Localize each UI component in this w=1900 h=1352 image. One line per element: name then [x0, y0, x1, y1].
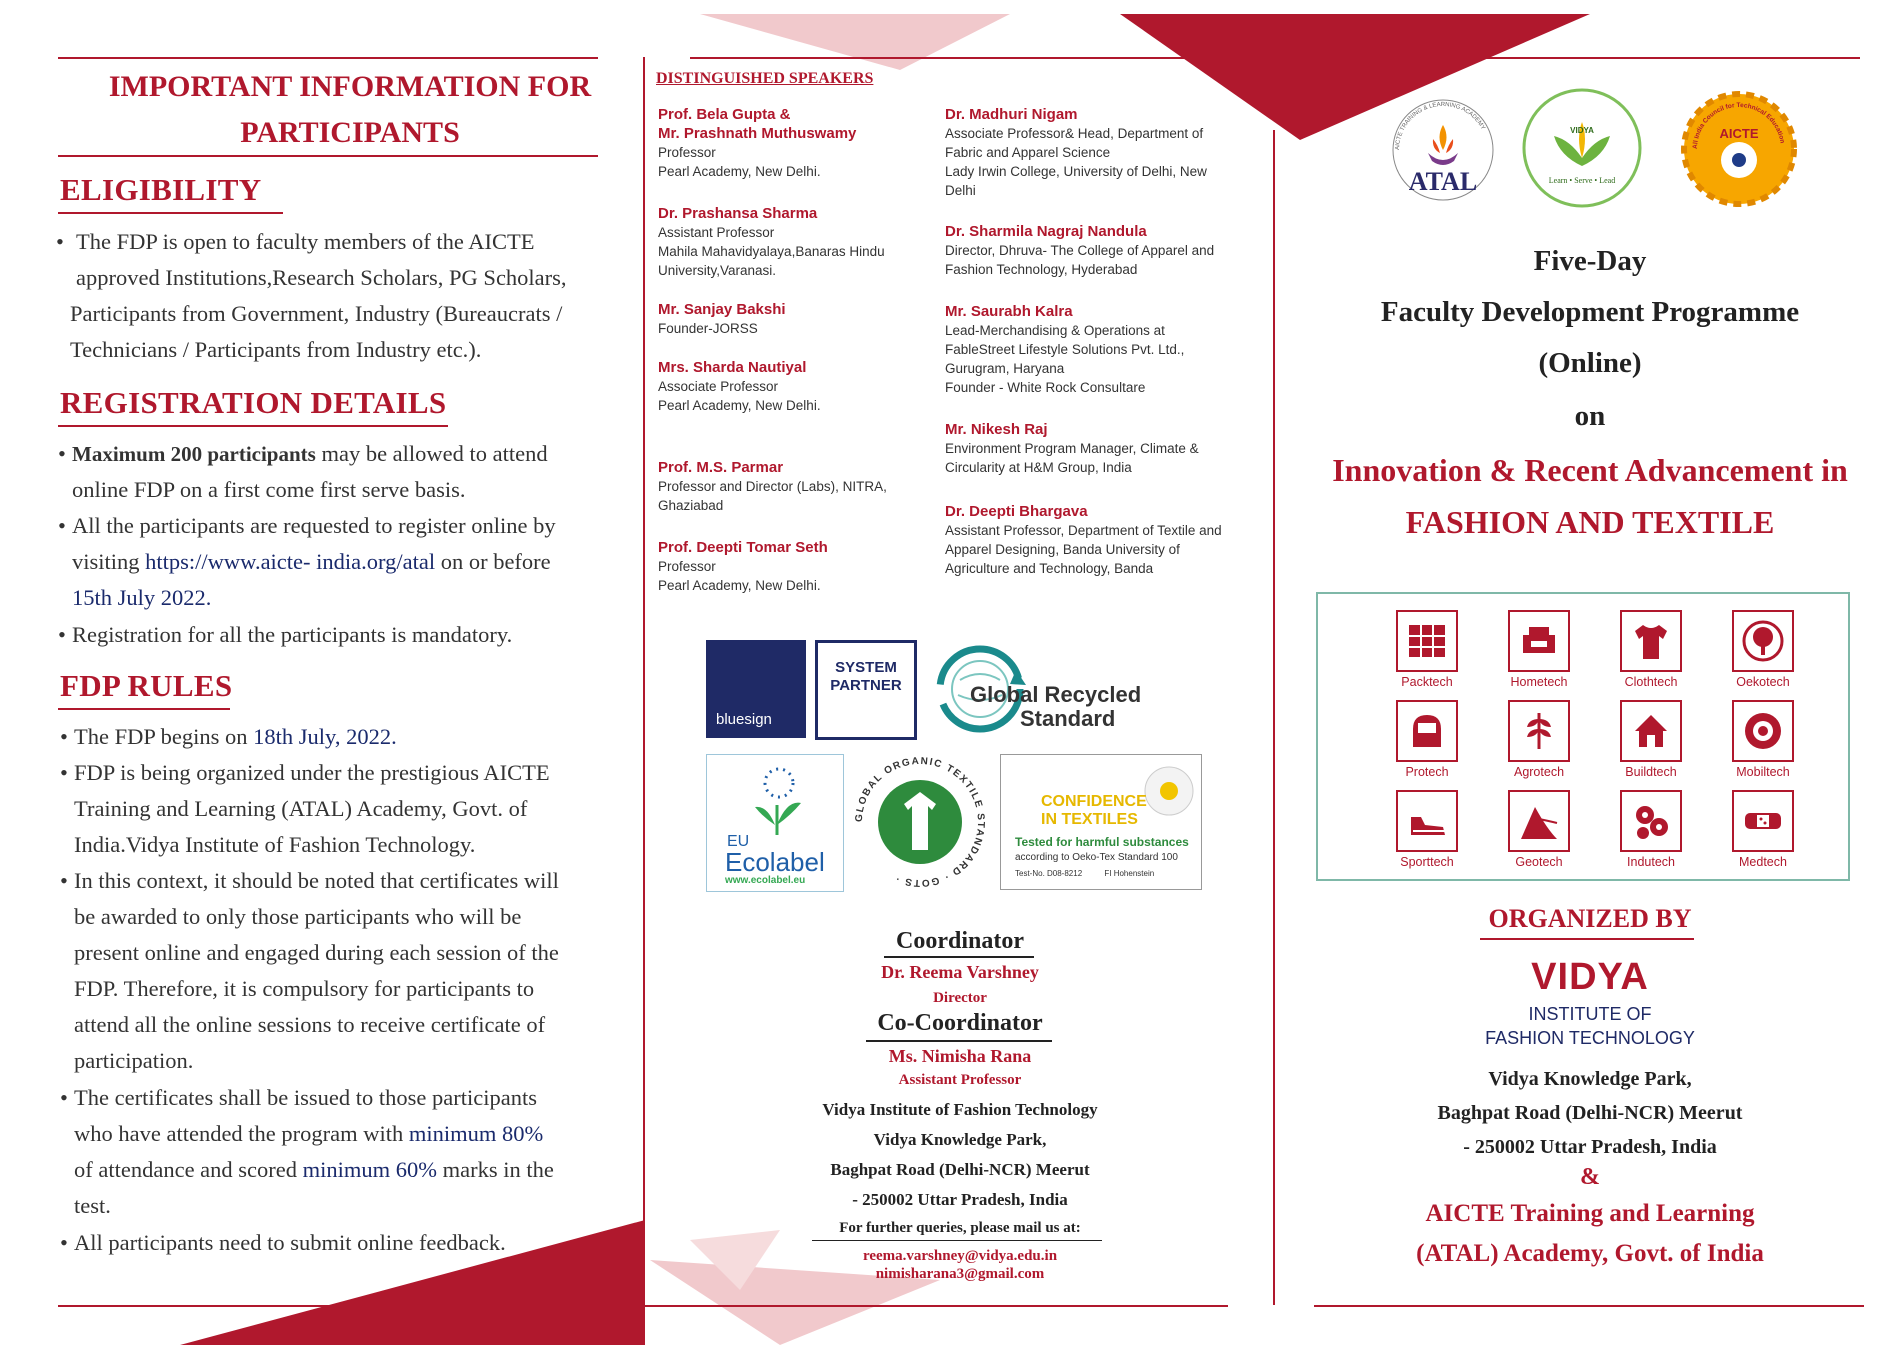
tile-label: Clothtech [1624, 675, 1678, 689]
elig-line-1: The FDP is open to faculty members of the AICTE [76, 229, 535, 254]
registration-deadline: 15th July 2022. [72, 585, 212, 610]
right-top-rule [1380, 57, 1860, 59]
coordinator-role: Director [933, 990, 987, 1006]
ecolabel-flower-icon [707, 755, 843, 835]
vidya-tagline: Learn • Serve • Lead [1548, 176, 1616, 185]
tile-label: Buildtech [1625, 765, 1677, 779]
tile-label: Oekotech [1736, 675, 1790, 689]
daisy-icon [1141, 763, 1197, 819]
subject-line-1: Innovation & Recent Advancement in [1332, 452, 1848, 488]
cocoordinator-name: Ms. Nimisha Rana [888, 1046, 1032, 1066]
grs-line2: Standard [1020, 706, 1116, 731]
r1-pre: The FDP begins on [74, 724, 254, 749]
vidya-sub-1: INSTITUTE OF [1528, 1004, 1652, 1024]
speaker-name: Mr. Sanjay Bakshi [658, 301, 786, 318]
bullet-icon: • [58, 513, 66, 538]
institute-address-2: Vidya Knowledge Park, [873, 1130, 1047, 1149]
institute-address-4: - 250002 Uttar Pradesh, India [852, 1190, 1068, 1209]
speaker-entry [945, 502, 1222, 578]
registration-link[interactable]: https://www.aicte- india.org/atal [145, 549, 436, 574]
speaker-entry [945, 302, 1184, 397]
tile-label: Protech [1405, 765, 1449, 779]
speaker-name: Dr. Deepti Bhargava [945, 503, 1088, 520]
vidya-leaf-icon [1520, 86, 1644, 210]
r3-line2: be awarded to only those participants who will be [74, 904, 522, 929]
subject-line-2: FASHION AND TEXTILE [1405, 504, 1775, 540]
tile-label: Packtech [1401, 675, 1453, 689]
title-line-1: IMPORTANT INFORMATION FOR [108, 70, 592, 103]
buildtech-icon [1620, 700, 1682, 762]
clothtech-icon [1620, 610, 1682, 672]
aicte-logo [1680, 90, 1798, 208]
aicte-gear-icon [1680, 90, 1798, 208]
r3-line5: attend all the online sessions to receive certificate of [74, 1012, 546, 1037]
rules-underline [58, 708, 230, 710]
speaker-detail: Pearl Academy, New Delhi. [658, 164, 821, 179]
speaker-entry [945, 222, 1214, 279]
vidya-wordmark: VIDYA [1531, 956, 1649, 998]
min-attendance: minimum 80% [408, 1121, 544, 1146]
r2-line3: India.Vidya Institute of Fashion Technology. [74, 832, 476, 857]
elig-line-3: Participants from Government, Industry (Bureaucrats / [70, 301, 563, 326]
ecolabel-url: www.ecolabel.eu [725, 875, 806, 886]
speaker-detail: Mahila Mahavidyalaya,Banaras Hindu [658, 244, 885, 259]
fdp-rules-heading: FDP RULES [60, 668, 233, 703]
r4-post: marks in the [437, 1157, 554, 1182]
organized-by-underline [1480, 938, 1694, 940]
speaker-detail: Assistant Professor [658, 225, 775, 240]
tile-mobiltech [1708, 700, 1818, 779]
global-recycled-standard-logo [930, 640, 1160, 738]
tile-geotech [1484, 790, 1594, 869]
rule-3 [60, 863, 634, 1079]
speaker-detail: Professor [658, 559, 716, 574]
r3-line4: FDP. Therefore, it is compulsory for participants to [74, 976, 535, 1001]
speaker-entry [658, 105, 856, 181]
r2-line2: Training and Learning (ATAL) Academy, Govt. of [74, 796, 528, 821]
registration-bullet-3 [58, 617, 632, 653]
institute-address-3: Baghpat Road (Delhi-NCR) Meerut [830, 1160, 1090, 1179]
rule-5 [60, 1225, 634, 1261]
title-online: (Online) [1538, 347, 1642, 379]
speaker-detail: Founder-JORSS [658, 321, 758, 336]
coordinator-underline [884, 956, 1034, 958]
speaker-entry [945, 105, 1207, 200]
gots-ring-text: GLOBAL ORGANIC TEXTILE STANDARD · GOTS · [853, 755, 987, 889]
speaker-entry [658, 300, 786, 338]
speaker-name: Prof. M.S. Parmar [658, 459, 784, 476]
ampersand: & [1580, 1164, 1600, 1190]
speaker-detail: Agriculture and Technology, Banda [945, 561, 1154, 576]
oeko-line5: Test-No. D08-8212 FI Hohenstein [1015, 869, 1155, 878]
bullet-icon: • [60, 724, 68, 749]
tile-label: Mobiltech [1736, 765, 1790, 779]
r3-line1: In this context, it should be noted that certificates will [74, 868, 559, 893]
cocoordinator-role: Assistant Professor [898, 1072, 1022, 1088]
tile-agrotech [1484, 700, 1594, 779]
elig-line-4: Technicians / Participants from Industry etc.). [70, 337, 482, 362]
ecolabel-text: Ecolabel [725, 847, 825, 877]
speaker-detail: Circularity at H&M Group, India [945, 460, 1132, 475]
registration-bullet-1 [58, 436, 632, 508]
decor-top-pink-triangle [700, 14, 1010, 70]
speaker-detail: Apparel Designing, Banda University of [945, 542, 1180, 557]
speaker-detail: Professor and Director (Labs), NITRA, [658, 479, 887, 494]
email-1[interactable]: reema.varshney@vidya.edu.in [862, 1248, 1058, 1264]
tile-oekotech [1708, 610, 1818, 689]
gots-shirt-icon [852, 754, 988, 890]
r4-end: test. [74, 1193, 111, 1218]
speaker-name-2: Mr. Prashnath Muthuswamy [658, 125, 857, 142]
right-address-2: Baghpat Road (Delhi-NCR) Meerut [1437, 1102, 1743, 1124]
tile-packtech [1372, 610, 1482, 689]
left-top-rule [58, 57, 598, 59]
speaker-detail: Environment Program Manager, Climate & [945, 441, 1199, 456]
tile-label: Agrotech [1513, 765, 1565, 779]
speaker-name: Prof. Bela Gupta & [658, 106, 791, 123]
tile-label: Sporttech [1400, 855, 1454, 869]
speaker-detail: FableStreet Lifestyle Solutions Pvt. Ltd., [945, 342, 1185, 357]
speaker-entry [945, 420, 1199, 477]
bullet-icon: • [60, 1230, 68, 1255]
atal-full-1: AICTE Training and Learning [1425, 1200, 1755, 1227]
oeko-line4: according to Oeko-Tex Standard 100 [1015, 852, 1178, 863]
eu-ecolabel-logo [706, 754, 844, 892]
agrotech-icon [1508, 700, 1570, 762]
bullet-icon: • [58, 441, 66, 466]
important-info-title [80, 64, 620, 156]
registration-heading: REGISTRATION DETAILS [60, 385, 447, 420]
tile-label: Indutech [1627, 855, 1675, 869]
tile-sporttech [1372, 790, 1482, 869]
tile-label: Medtech [1739, 855, 1787, 869]
geotech-icon [1508, 790, 1570, 852]
bullet-icon: • [60, 868, 68, 893]
indutech-icon [1620, 790, 1682, 852]
query-underline [812, 1240, 1102, 1241]
medtech-icon [1732, 790, 1794, 852]
speaker-entry [658, 458, 887, 515]
title-underline [58, 155, 598, 157]
speaker-name: Mrs. Sharda Nautiyal [658, 359, 807, 376]
r3-line3: present online and engaged during each session of the [74, 940, 559, 965]
elig-line-2: approved Institutions,Research Scholars, PG Scholars, [76, 265, 567, 290]
bluesign-logo [706, 640, 806, 738]
speaker-detail: Professor [658, 145, 716, 160]
atal-ring-text: AICTE TRAINING & LEARNING ACADEMY [1394, 101, 1486, 151]
protech-icon [1396, 700, 1458, 762]
coordinator-title: Coordinator [896, 928, 1024, 954]
speaker-name: Mr. Saurabh Kalra [945, 303, 1073, 320]
b1-rest: may be allowed to attend [315, 441, 548, 466]
system-partner-text: SYSTEM PARTNER [830, 659, 902, 694]
r4-mid: of attendance and scored [74, 1157, 303, 1182]
atal-full-2: (ATAL) Academy, Govt. of India [1416, 1240, 1764, 1267]
middle-divider [643, 57, 645, 1307]
tile-label: Hometech [1510, 675, 1568, 689]
bullet-icon: • [60, 1085, 68, 1110]
query-text: For further queries, please mail us at: [839, 1220, 1081, 1236]
speaker-detail: Director, Dhruva- The College of Apparel and [945, 243, 1215, 258]
speakers-heading: DISTINGUISHED SPEAKERS [656, 70, 874, 87]
rule-4 [60, 1080, 634, 1224]
oeko-line3: Tested for harmful substances [1015, 835, 1189, 849]
vidya-circle-logo [1520, 86, 1644, 210]
aicte-ring-text: All India Council for Technical Education [1691, 101, 1786, 150]
speaker-name: Mr. Nikesh Raj [945, 421, 1048, 438]
hometech-icon [1508, 610, 1570, 672]
oeko-tex-logo [1000, 754, 1202, 890]
speaker-detail: Associate Professor [658, 379, 779, 394]
speaker-detail: Fashion Technology, Hyderabad [945, 262, 1138, 277]
mobiltech-icon [1732, 700, 1794, 762]
min-marks: minimum 60% [302, 1157, 438, 1182]
speaker-name: Dr. Sharmila Nagraj Nandula [945, 223, 1147, 240]
atal-text: ATAL [1408, 167, 1478, 196]
gots-logo [852, 754, 988, 890]
speaker-detail: Pearl Academy, New Delhi. [658, 398, 821, 413]
speaker-entry [658, 204, 885, 280]
oeko-line1: CONFIDENCE [1041, 793, 1147, 810]
bullet-icon: • [56, 229, 64, 254]
cocoordinator-underline [866, 1040, 1052, 1042]
tile-indutech [1596, 790, 1706, 869]
right-bottom-rule [1314, 1305, 1864, 1307]
rule-1 [60, 719, 634, 755]
coordinator-name: Dr. Reema Varshney [881, 962, 1039, 982]
title-fdp: Faculty Development Programme [1380, 296, 1800, 328]
speaker-detail: Pearl Academy, New Delhi. [658, 578, 821, 593]
b2-post: on or before [435, 549, 551, 574]
fdp-start-date: 18th July, 2022. [253, 724, 397, 749]
eligibility-text [56, 224, 630, 368]
r2-line1: FDP is being organized under the prestigious AICTE [74, 760, 550, 785]
cocoordinator-title: Co-Coordinator [877, 1010, 1043, 1036]
email-2[interactable]: nimisharana3@gmail.com [875, 1266, 1045, 1282]
bullet-icon: • [60, 760, 68, 785]
packtech-icon [1396, 610, 1458, 672]
middle-top-rule [690, 57, 1250, 59]
title-on: on [1574, 400, 1606, 432]
max-participants-bold: Maximum 200 participants [72, 442, 316, 466]
speaker-detail: Delhi [945, 183, 976, 198]
speaker-detail: Founder - White Rock Consultare [945, 380, 1146, 395]
speaker-name: Dr. Madhuri Nigam [945, 106, 1078, 123]
eligibility-heading: ELIGIBILITY [60, 172, 262, 207]
vidya-circle-text: VIDYA [1570, 126, 1594, 135]
r5-text: All participants need to submit online feedback. [74, 1230, 506, 1255]
speaker-detail: Fabric and Apparel Science [945, 145, 1111, 160]
oekotech-icon [1732, 610, 1794, 672]
speaker-entry [658, 538, 828, 595]
oeko-line2: IN TEXTILES [1041, 811, 1138, 828]
speaker-name: Dr. Prashansa Sharma [658, 205, 818, 222]
speaker-detail: Assistant Professor, Department of Textile and [945, 523, 1222, 538]
right-address-1: Vidya Knowledge Park, [1488, 1068, 1692, 1090]
right-address-3: - 250002 Uttar Pradesh, India [1463, 1136, 1717, 1158]
organized-by-heading: ORGANIZED BY [1488, 904, 1692, 933]
sporttech-icon [1396, 790, 1458, 852]
eu-text: EU [727, 833, 750, 850]
grs-line1: Global Recycled [970, 682, 1142, 707]
speaker-name: Prof. Deepti Tomar Seth [658, 539, 828, 556]
b1-line2: online FDP on a first come first serve basis. [72, 477, 466, 502]
speaker-detail: Gurugram, Haryana [945, 361, 1065, 376]
tile-clothtech [1596, 610, 1706, 689]
system-partner-badge [815, 640, 917, 740]
tile-protech [1372, 700, 1482, 779]
bullet-icon: • [58, 622, 66, 647]
speaker-detail: Ghaziabad [658, 498, 724, 513]
aicte-text: AICTE [1719, 126, 1759, 141]
speaker-detail: University,Varanasi. [658, 263, 777, 278]
speaker-detail: Lead-Merchandising & Operations at [945, 323, 1165, 338]
title-line-2: PARTICIPANTS [240, 116, 460, 149]
rule-2 [60, 755, 634, 863]
b2-pre: visiting [72, 549, 146, 574]
tile-label: Geotech [1515, 855, 1563, 869]
speaker-detail: Associate Professor& Head, Department of [945, 126, 1204, 141]
tile-buildtech [1596, 700, 1706, 779]
b2-line1: All the participants are requested to register online by [72, 513, 556, 538]
title-five-day: Five-Day [1533, 245, 1647, 277]
eligibility-underline [58, 212, 283, 214]
r3-line6: participation. [74, 1048, 194, 1073]
right-divider [1273, 130, 1275, 1305]
speaker-detail: Lady Irwin College, University of Delhi, New [945, 164, 1207, 179]
vidya-sub-2: FASHION TECHNOLOGY [1485, 1028, 1695, 1048]
tile-hometech [1484, 610, 1594, 689]
r4-pre: who have attended the program with [74, 1121, 409, 1146]
r4-line1: The certificates shall be issued to those participants [74, 1085, 537, 1110]
tile-medtech [1708, 790, 1818, 869]
atal-logo [1388, 95, 1498, 205]
bluesign-text: bluesign [716, 711, 772, 728]
speaker-entry [658, 358, 821, 415]
institute-address-1: Vidya Institute of Fashion Technology [822, 1100, 1098, 1119]
b3-text: Registration for all the participants is mandatory. [72, 622, 513, 647]
registration-underline [58, 425, 448, 427]
registration-bullet-2 [58, 508, 642, 616]
